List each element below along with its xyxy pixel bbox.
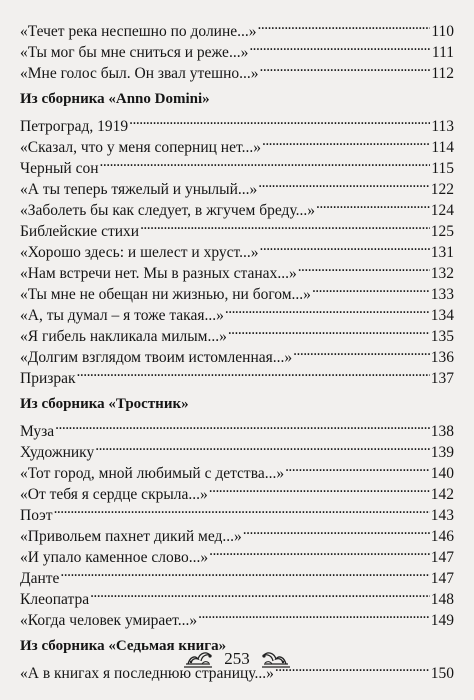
toc-entry bbox=[20, 519, 454, 545]
toc-leader-dots bbox=[298, 256, 430, 278]
toc-leader-dots bbox=[260, 235, 430, 257]
toc-leader-dots bbox=[260, 56, 431, 78]
toc-entry bbox=[20, 319, 454, 345]
section-heading: Из сборника «Anno Domini» bbox=[20, 91, 210, 107]
toc-leader-dots bbox=[228, 319, 430, 341]
toc-leader-dots bbox=[225, 298, 430, 320]
section-heading: Из сборника «Тростник» bbox=[20, 396, 189, 412]
toc-entry-title: «А ты теперь тяжелый и унылый...» bbox=[20, 179, 258, 201]
toc-entry bbox=[20, 193, 454, 219]
table-of-contents bbox=[20, 0, 454, 700]
toc-leader-dots bbox=[249, 35, 431, 57]
toc-entry-title: «От тебя я сердце скрыла...» bbox=[20, 484, 209, 506]
toc-leader-dots bbox=[209, 540, 430, 562]
toc-entry-page: 115 bbox=[430, 158, 454, 180]
toc-entry-page: 140 bbox=[430, 463, 454, 485]
toc-entry-page: 114 bbox=[430, 137, 454, 159]
toc-entry-title: Библейские стихи bbox=[20, 221, 140, 243]
toc-entry bbox=[20, 414, 454, 440]
toc-entry-page: 142 bbox=[430, 484, 454, 506]
toc-leader-dots bbox=[209, 477, 430, 499]
toc-entry bbox=[20, 277, 454, 303]
toc-entry bbox=[20, 456, 454, 482]
toc-entry-page: 134 bbox=[430, 305, 454, 327]
toc-entry-page: 113 bbox=[430, 116, 454, 138]
toc-entry-title: «Я гибель накликала милым...» bbox=[20, 326, 228, 348]
toc-entry-page: 139 bbox=[430, 442, 454, 464]
toc-leader-dots bbox=[293, 340, 430, 362]
toc-entry-title: Призрак bbox=[20, 368, 77, 390]
toc-entry bbox=[20, 214, 454, 240]
toc-entry bbox=[20, 603, 454, 629]
toc-entry bbox=[20, 56, 454, 82]
toc-entry-title: «И упало каменное слово...» bbox=[20, 547, 209, 569]
toc-entry-title: «Ты мог бы мне сниться и реже...» bbox=[20, 42, 249, 64]
toc-entry-page: 148 bbox=[430, 589, 454, 611]
toc-leader-dots bbox=[198, 603, 430, 625]
toc-entry-title: Поэт bbox=[20, 505, 54, 527]
toc-entry-title: «Когда человек умирает...» bbox=[20, 610, 198, 632]
toc-entry bbox=[20, 14, 454, 40]
page-footer bbox=[0, 641, 474, 677]
toc-entry-title: Клеопатра bbox=[20, 589, 90, 611]
toc-entry-page: 111 bbox=[431, 42, 454, 64]
toc-entry-page: 147 bbox=[430, 547, 454, 569]
toc-leader-dots bbox=[312, 277, 430, 299]
toc-entry bbox=[20, 151, 454, 177]
toc-leader-dots bbox=[60, 561, 429, 583]
section-heading: Из сборника «Седьмая книга» bbox=[20, 638, 227, 654]
toc-leader-dots bbox=[258, 14, 431, 36]
toc-leader-dots bbox=[129, 109, 430, 131]
toc-entry-page: 124 bbox=[430, 200, 454, 222]
toc-leader-dots bbox=[316, 193, 430, 215]
toc-entry bbox=[20, 298, 454, 324]
toc-entry-page: 136 bbox=[430, 347, 454, 369]
toc-entry-title: «Сказал, что у меня соперниц нет...» bbox=[20, 137, 262, 159]
page-number: 253 bbox=[224, 649, 250, 668]
toc-entry-page: 143 bbox=[430, 505, 454, 527]
toc-entry bbox=[20, 498, 454, 524]
toc-entry-title: «А, ты думал – я тоже такая...» bbox=[20, 305, 225, 327]
toc-leader-dots bbox=[100, 151, 431, 173]
toc-entry bbox=[20, 256, 454, 282]
toc-entry-title: Художнику bbox=[20, 442, 95, 464]
toc-entry-page: 137 bbox=[430, 368, 454, 390]
toc-entry bbox=[20, 340, 454, 366]
toc-entry-page: 132 bbox=[430, 263, 454, 285]
toc-entry-page: 135 bbox=[430, 326, 454, 348]
toc-entry-title: «Долгим взглядом твоим истомленная...» bbox=[20, 347, 293, 369]
toc-entry-title: «Нам встречи нет. Мы в разных станах...» bbox=[20, 263, 298, 285]
toc-entry bbox=[20, 561, 454, 587]
toc-entry-title: «Течет река неспешно по долине...» bbox=[20, 21, 258, 43]
toc-leader-dots bbox=[140, 214, 430, 236]
toc-leader-dots bbox=[54, 498, 430, 520]
toc-entry-page: 146 bbox=[430, 526, 454, 548]
toc-leader-dots bbox=[258, 172, 429, 194]
toc-entry-page: 125 bbox=[430, 221, 454, 243]
toc-entry-page: 149 bbox=[430, 610, 454, 632]
fleuron-ornament-icon bbox=[258, 647, 292, 671]
toc-entry-title: «Тот город, мной любимый с детства...» bbox=[20, 463, 285, 485]
toc-entry-title: «Мне голос был. Он звал утешно...» bbox=[20, 63, 260, 85]
toc-entry-title: «Ты мне не обещан ни жизнью, ни богом...» bbox=[20, 284, 312, 306]
toc-entry bbox=[20, 361, 454, 387]
toc-leader-dots bbox=[243, 519, 430, 541]
toc-entry bbox=[20, 109, 454, 135]
toc-leader-dots bbox=[90, 582, 430, 604]
toc-leader-dots bbox=[285, 456, 430, 478]
toc-entry-page: 138 bbox=[430, 421, 454, 443]
toc-entry bbox=[20, 35, 454, 61]
toc-leader-dots bbox=[55, 414, 430, 436]
toc-entry-title: Муза bbox=[20, 421, 55, 443]
toc-entry-page: 110 bbox=[430, 21, 454, 43]
toc-entry bbox=[20, 435, 454, 461]
toc-entry-page: 133 bbox=[430, 284, 454, 306]
toc-entry-title: «Хорошо здесь: и шелест и хруст...» bbox=[20, 242, 260, 264]
toc-entry-title: Данте bbox=[20, 568, 60, 590]
toc-entry-page: 112 bbox=[430, 63, 454, 85]
toc-entry-page: 131 bbox=[430, 242, 454, 264]
toc-leader-dots bbox=[77, 361, 430, 383]
fleuron-ornament-icon bbox=[182, 647, 216, 671]
toc-entry-page: 150 bbox=[430, 663, 454, 685]
toc-entry-title: «Привольем пахнет дикий мед...» bbox=[20, 526, 243, 548]
toc-entry bbox=[20, 540, 454, 566]
toc-entry bbox=[20, 477, 454, 503]
toc-entry-page: 147 bbox=[430, 568, 454, 590]
toc-entry bbox=[20, 172, 454, 198]
toc-entry-title: Петроград, 1919 bbox=[20, 116, 129, 138]
toc-entry bbox=[20, 582, 454, 608]
toc-entry bbox=[20, 130, 454, 156]
toc-entry bbox=[20, 235, 454, 261]
toc-entry-title: «Заболеть бы как следует, в жгучем бреду...» bbox=[20, 200, 316, 222]
toc-leader-dots bbox=[262, 130, 430, 152]
toc-entry-page: 122 bbox=[430, 179, 454, 201]
toc-leader-dots bbox=[95, 435, 430, 457]
toc-entry-title: Черный сон bbox=[20, 158, 100, 180]
toc-entry-title: «А в книгах я последнюю страницу...» bbox=[20, 663, 275, 685]
